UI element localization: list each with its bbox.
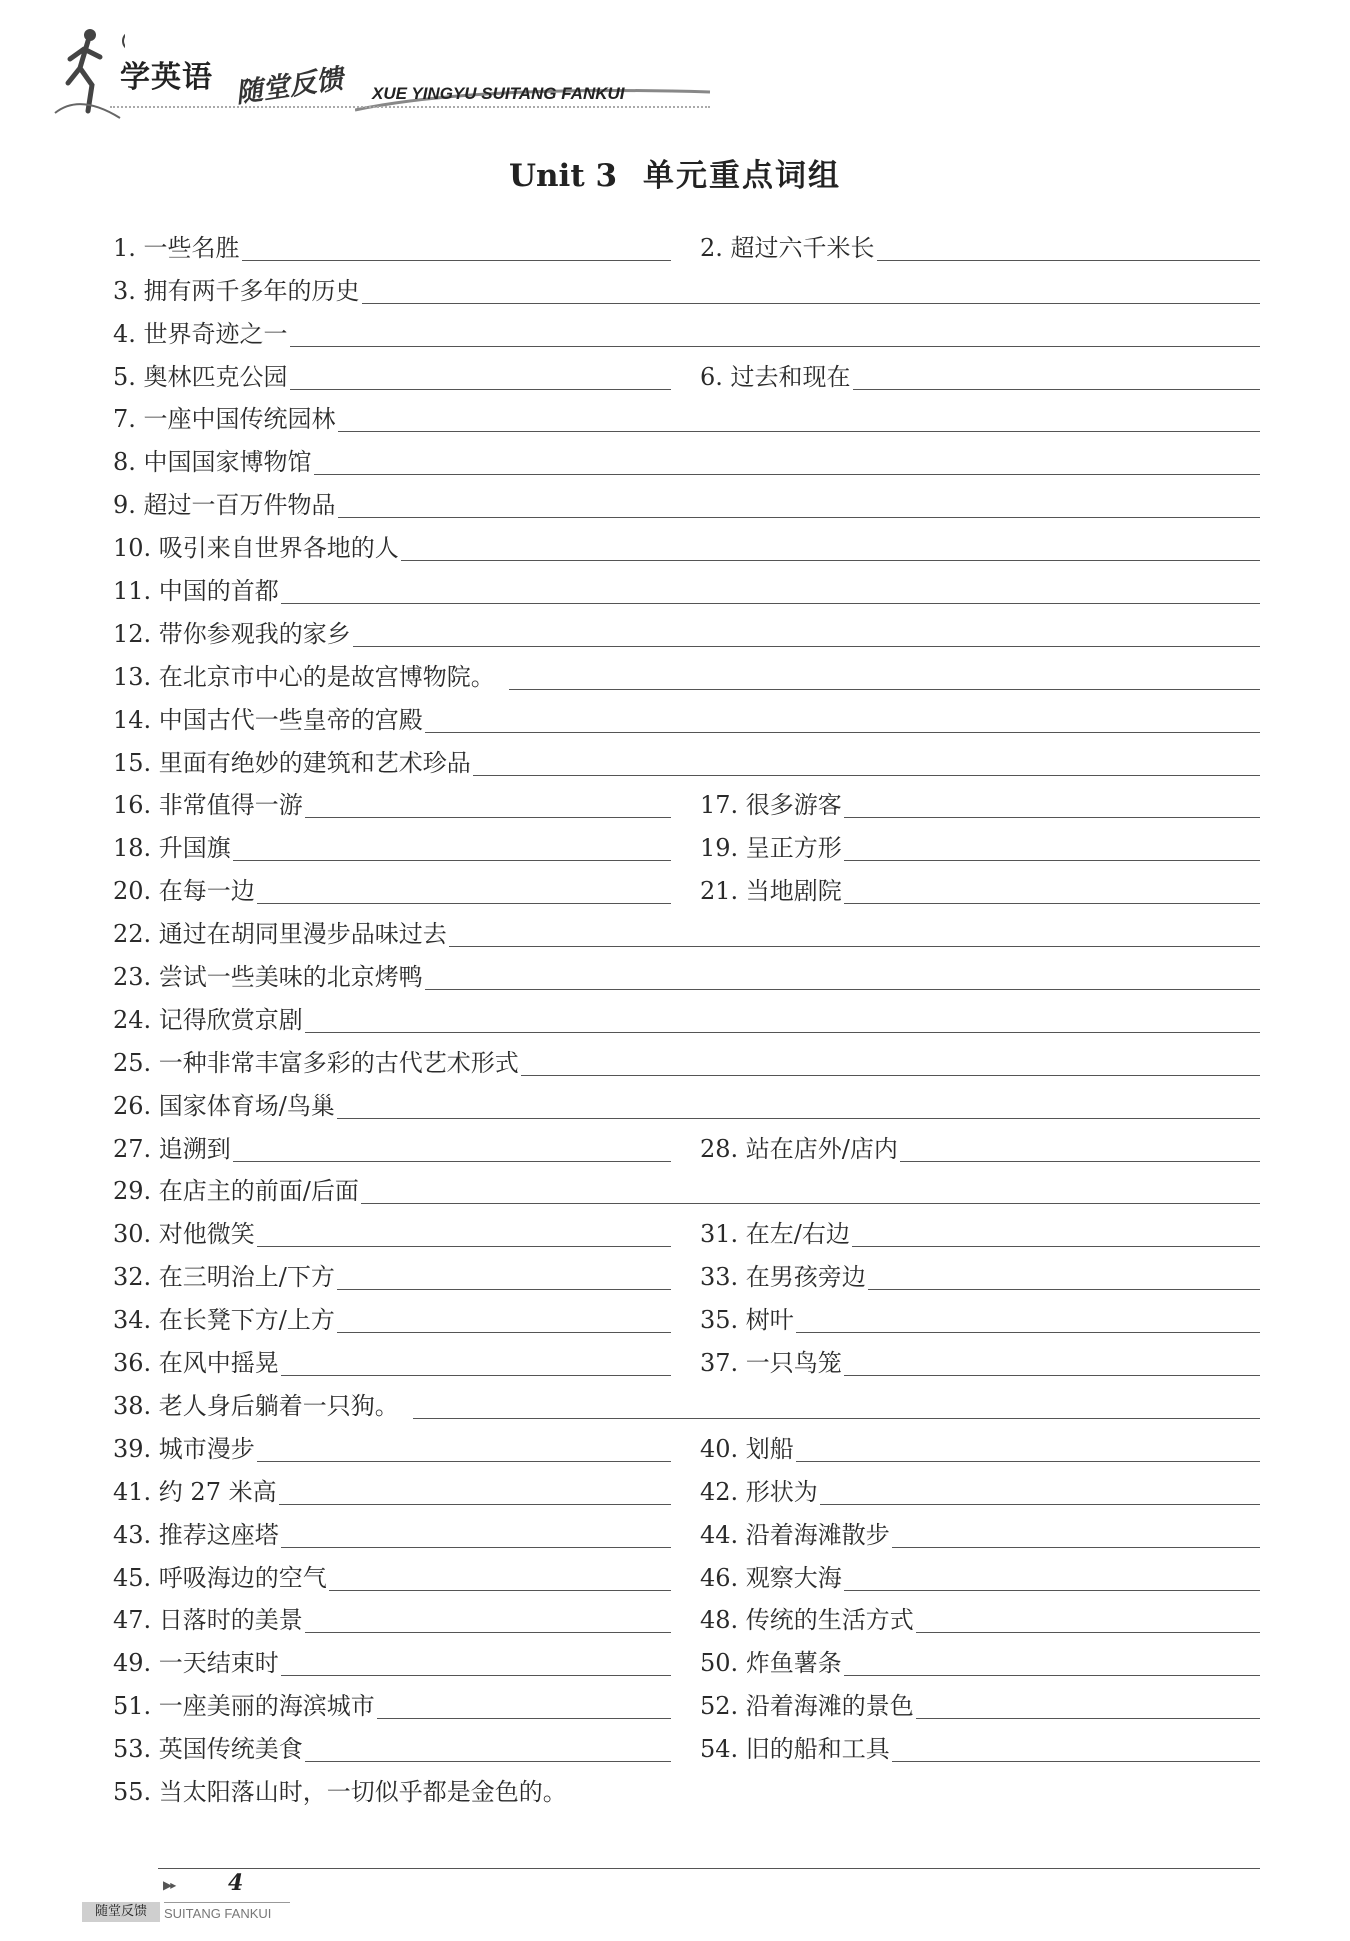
answer-blank[interactable] — [329, 1566, 671, 1591]
list-item: 36. 在风中摇晃 — [113, 1348, 671, 1378]
answer-blank[interactable] — [305, 1737, 671, 1762]
answer-blank[interactable] — [377, 1694, 671, 1719]
list-row — [113, 1164, 1260, 1207]
list-item: 42. 形状为 — [700, 1477, 1260, 1507]
answer-blank[interactable] — [916, 1694, 1260, 1719]
list-row — [113, 649, 1260, 692]
answer-blank[interactable] — [877, 236, 1260, 261]
answer-blank[interactable] — [281, 1651, 671, 1676]
list-item: 52. 沿着海滩的景色 — [700, 1691, 1260, 1721]
answer-blank[interactable] — [473, 751, 1260, 776]
list-row — [113, 1807, 1260, 1871]
list-item: 20. 在每一边 — [113, 876, 671, 906]
answer-blank[interactable] — [844, 879, 1260, 904]
answer-blank[interactable] — [916, 1608, 1260, 1633]
list-item: 19. 呈正方形 — [700, 833, 1260, 863]
list-item: 32. 在三明治上/下方 — [113, 1262, 671, 1292]
list-item: 22. 通过在胡同里漫步品味过去 — [113, 919, 1260, 949]
list-item: 28. 站在店外/店内 — [700, 1134, 1260, 1164]
list-item: 46. 观察大海 — [700, 1563, 1260, 1593]
list-item: 35. 树叶 — [700, 1305, 1260, 1335]
list-row — [113, 1035, 1260, 1078]
list-row — [113, 1292, 1260, 1335]
list-row — [113, 477, 1260, 520]
header-dotted-rule — [110, 106, 710, 108]
answer-blank[interactable] — [290, 365, 671, 390]
phrase-list — [113, 220, 1260, 1871]
list-row — [113, 1378, 1260, 1421]
brand-title: 学英语 — [120, 60, 213, 95]
list-row — [113, 306, 1260, 349]
list-item: 21. 当地剧院 — [700, 876, 1260, 906]
list-item: 3. 拥有两千多年的历史 — [113, 276, 1260, 306]
list-item: 8. 中国国家博物馆 — [113, 447, 1260, 477]
answer-blank[interactable] — [844, 1566, 1260, 1591]
answer-blank[interactable] — [868, 1265, 1260, 1290]
list-item: 13. 在北京市中心的是故宫博物院。 — [113, 662, 1260, 692]
list-item: 11. 中国的首都 — [113, 576, 1260, 606]
list-item: 41. 约 27 米高 — [113, 1477, 671, 1507]
answer-blank[interactable] — [290, 322, 1260, 347]
list-item: 4. 世界奇迹之一 — [113, 319, 1260, 349]
page-title — [0, 150, 1350, 195]
list-item: 6. 过去和现在 — [700, 362, 1260, 392]
list-item: 5. 奥林匹克公园 — [113, 362, 671, 392]
list-item: 51. 一座美丽的海滨城市 — [113, 1691, 671, 1721]
answer-blank[interactable] — [257, 879, 671, 904]
list-item: 54. 旧的船和工具 — [700, 1734, 1260, 1764]
list-item: 47. 日落时的美景 — [113, 1605, 671, 1635]
unit-label: Unit 3 — [508, 158, 618, 194]
list-item: 40. 划船 — [700, 1434, 1260, 1464]
answer-blank[interactable] — [844, 1351, 1260, 1376]
answer-blank[interactable] — [281, 1523, 671, 1548]
list-item: 23. 尝试一些美味的北京烤鸭 — [113, 962, 1260, 992]
answer-blank[interactable] — [337, 1308, 671, 1333]
list-row — [113, 1464, 1260, 1507]
list-row — [113, 220, 1260, 263]
answer-blank[interactable] — [281, 579, 1260, 604]
list-item: 14. 中国古代一些皇帝的宫殿 — [113, 705, 1260, 735]
answer-blank[interactable] — [413, 1394, 1260, 1419]
list-row — [113, 392, 1260, 435]
header-banner — [50, 18, 670, 128]
footer-label — [82, 1902, 290, 1922]
footer-section-en: SUITANG FANKUI — [164, 1906, 272, 1921]
page-number: 4 — [228, 1870, 244, 1896]
list-row — [113, 263, 1260, 306]
brand-pinyin: XUE YINGYU SUITANG FANKUI — [372, 84, 625, 103]
list-item: 29. 在店主的前面/后面 — [113, 1176, 1260, 1206]
list-item: 45. 呼吸海边的空气 — [113, 1563, 671, 1593]
answer-blank[interactable] — [242, 236, 671, 261]
list-item: 27. 追溯到 — [113, 1134, 671, 1164]
list-row — [113, 349, 1260, 392]
answer-blank[interactable] — [281, 1351, 671, 1376]
answer-blank[interactable] — [305, 1608, 671, 1633]
answer-blank[interactable] — [900, 1137, 1260, 1162]
answer-blank[interactable] — [257, 1222, 671, 1247]
list-item: 24. 记得欣赏京剧 — [113, 1005, 1260, 1035]
list-item: 26. 国家体育场/鸟巢 — [113, 1091, 1260, 1121]
list-item: 53. 英国传统美食 — [113, 1734, 671, 1764]
answer-blank[interactable] — [233, 836, 671, 861]
list-item: 39. 城市漫步 — [113, 1434, 671, 1464]
answer-blank[interactable] — [353, 622, 1260, 647]
list-item: 15. 里面有绝妙的建筑和艺术珍品 — [113, 748, 1260, 778]
answer-blank[interactable] — [844, 1651, 1260, 1676]
list-row — [113, 520, 1260, 563]
list-item: 34. 在长凳下方/上方 — [113, 1305, 671, 1335]
list-row — [113, 1593, 1260, 1636]
list-item — [113, 1844, 1260, 1871]
runner-logo-icon — [50, 23, 125, 123]
list-item: 12. 带你参观我的家乡 — [113, 619, 1260, 649]
list-row — [113, 1078, 1260, 1121]
brand-subtitle: 随堂反馈 — [233, 63, 346, 110]
list-item: 16. 非常值得一游 — [113, 790, 671, 820]
list-row — [113, 1249, 1260, 1292]
answer-blank[interactable] — [305, 1008, 1260, 1033]
answer-blank[interactable] — [796, 1437, 1260, 1462]
answer-blank[interactable] — [844, 836, 1260, 861]
list-item: 9. 超过一百万件物品 — [113, 490, 1260, 520]
answer-blank[interactable] — [305, 793, 671, 818]
list-item: 37. 一只鸟笼 — [700, 1348, 1260, 1378]
answer-blank[interactable] — [844, 793, 1260, 818]
list-row — [113, 992, 1260, 1035]
list-row — [113, 1635, 1260, 1678]
list-item: 48. 传统的生活方式 — [700, 1605, 1260, 1635]
list-row — [113, 1421, 1260, 1464]
list-row — [113, 1764, 1260, 1807]
answer-blank[interactable] — [337, 1094, 1260, 1119]
list-item: 10. 吸引来自世界各地的人 — [113, 533, 1260, 563]
answer-blank[interactable] — [314, 450, 1260, 475]
list-item: 7. 一座中国传统园林 — [113, 404, 1260, 434]
play-arrows-icon: ▶▸ — [163, 1878, 175, 1892]
list-item: 31. 在左/右边 — [700, 1219, 1260, 1249]
list-item: 30. 对他微笑 — [113, 1219, 671, 1249]
list-row — [113, 1721, 1260, 1764]
list-row — [113, 820, 1260, 863]
title-cn: 单元重点词组 — [643, 158, 842, 194]
list-row — [113, 906, 1260, 949]
answer-blank[interactable] — [338, 407, 1260, 432]
answer-blank[interactable] — [796, 1308, 1260, 1333]
answer-blank[interactable] — [521, 1051, 1260, 1076]
list-row — [113, 1335, 1260, 1378]
list-row — [113, 735, 1260, 778]
footer-section-cn: 随堂反馈 — [82, 1902, 160, 1922]
list-item: 18. 升国旗 — [113, 833, 671, 863]
answer-blank[interactable] — [233, 1137, 671, 1162]
list-item: 33. 在男孩旁边 — [700, 1262, 1260, 1292]
list-item: 1. 一些名胜 — [113, 233, 671, 263]
list-row — [113, 1121, 1260, 1164]
answer-blank[interactable] — [892, 1523, 1260, 1548]
answer-blank[interactable] — [361, 1179, 1260, 1204]
list-row — [113, 1507, 1260, 1550]
answer-blank[interactable] — [362, 279, 1260, 304]
answer-blank[interactable] — [401, 536, 1260, 561]
answer-blank[interactable] — [257, 1437, 671, 1462]
answer-blank[interactable] — [509, 665, 1260, 690]
answer-blank[interactable] — [449, 922, 1260, 947]
list-item: 38. 老人身后躺着一只狗。 — [113, 1391, 1260, 1421]
list-row — [113, 949, 1260, 992]
answer-blank[interactable] — [425, 708, 1260, 733]
list-row — [113, 692, 1260, 735]
answer-blank[interactable] — [892, 1737, 1260, 1762]
answer-blank[interactable] — [279, 1480, 671, 1505]
list-row — [113, 606, 1260, 649]
list-row — [113, 563, 1260, 606]
list-row — [113, 778, 1260, 821]
list-item: 55. 当太阳落山时，一切似乎都是金色的。 — [113, 1777, 567, 1806]
list-item: 50. 炸鱼薯条 — [700, 1648, 1260, 1678]
list-row — [113, 1678, 1260, 1721]
list-item: 43. 推荐这座塔 — [113, 1520, 671, 1550]
answer-blank[interactable] — [425, 965, 1260, 990]
list-item: 17. 很多游客 — [700, 790, 1260, 820]
list-row — [113, 863, 1260, 906]
list-item: 49. 一天结束时 — [113, 1648, 671, 1678]
list-row — [113, 1206, 1260, 1249]
list-item: 2. 超过六千米长 — [700, 233, 1260, 263]
list-row — [113, 434, 1260, 477]
answer-blank[interactable] — [158, 1844, 1260, 1869]
answer-blank[interactable] — [852, 1222, 1260, 1247]
answer-blank[interactable] — [820, 1480, 1260, 1505]
answer-blank[interactable] — [853, 365, 1260, 390]
list-item: 25. 一种非常丰富多彩的古代艺术形式 — [113, 1048, 1260, 1078]
answer-blank[interactable] — [337, 1265, 671, 1290]
list-row — [113, 1550, 1260, 1593]
footer-rule — [164, 1902, 290, 1903]
answer-blank[interactable] — [338, 493, 1260, 518]
list-item: 44. 沿着海滩散步 — [700, 1520, 1260, 1550]
